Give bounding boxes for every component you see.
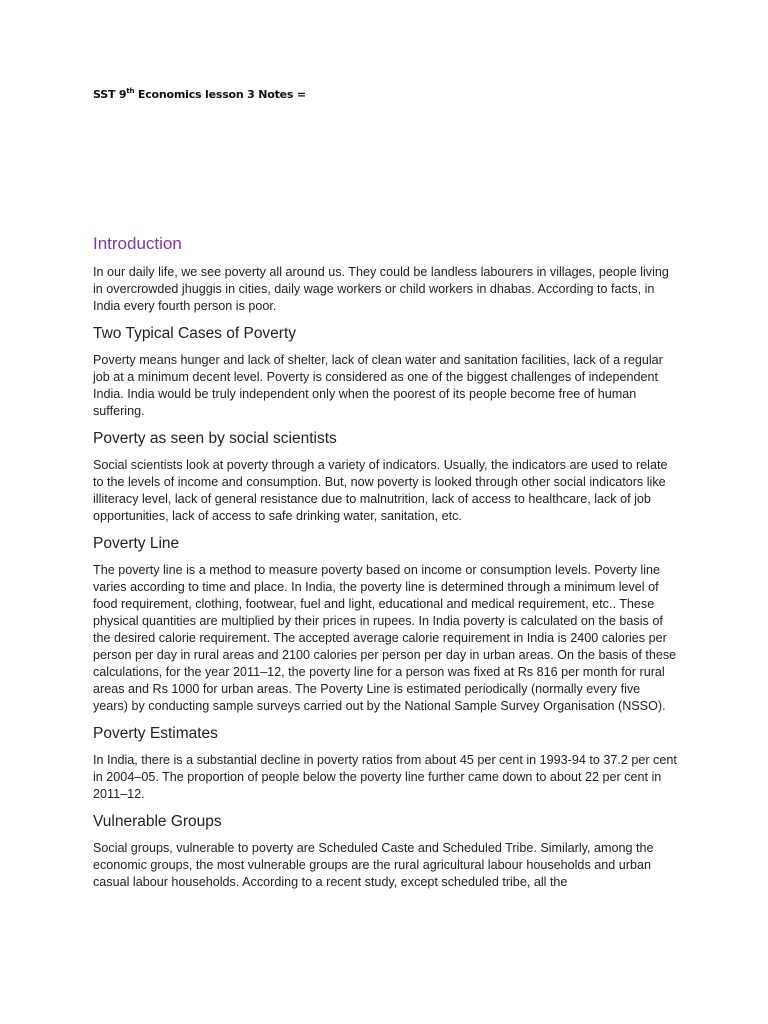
heading-vulnerable-groups: Vulnerable Groups [93,813,222,830]
document-body [93,233,678,900]
paragraph-introduction: In our daily life, we see poverty all around us. They could be landless labourers in villages, people living in overcrowded jhuggis in cities, daily wage workers or child workers in dhabas. According to facts, in India every fourth person is poor. [93,265,669,313]
heading-poverty-estimates: Poverty Estimates [93,725,218,742]
paragraph-poverty-estimates: In India, there is a substantial decline in poverty ratios from about 45 per cent in 1993-94 to 37.2 per cent in 2004–05. The proportion of people below the poverty line further came down to about 22 per cent in 2011–12. [93,753,677,801]
heading-introduction: Introduction [93,234,182,253]
title-prefix: SST 9 [93,88,127,101]
heading-poverty-line: Poverty Line [93,535,180,552]
document-title [93,88,306,101]
heading-social-scientists: Poverty as seen by social scientists [93,430,337,447]
title-superscript: th [126,87,135,95]
paragraph-typical-cases: Poverty means hunger and lack of shelter, lack of clean water and sanitation facilities, lack of a regular job at a minimum decent level. Poverty is considered as one of the biggest challenges of independent India. India would be truly independent only when the poorest of its people become free of human suffering. [93,353,663,418]
paragraph-vulnerable-groups: Social groups, vulnerable to poverty are Scheduled Caste and Scheduled Tribe. Similarly, among the economic groups, the most vulnerable groups are the rural agricultural labour households and urban casual labour households. According to a recent study, except scheduled tribe, all the [93,841,654,889]
title-suffix: Economics lesson 3 Notes = [134,88,306,101]
heading-typical-cases: Two Typical Cases of Poverty [93,325,297,342]
paragraph-poverty-line: The poverty line is a method to measure poverty based on income or consumption levels. Poverty line varies according to time and place. In India, the poverty line is determined through a minimum level of food requirement, clothing, footwear, fuel and light, educational and medical requirement, etc.. These physical quantities are multiplied by their prices in rupees. In India poverty is calculated on the basis of the desired calorie requirement. The accepted average calorie requirement in India is 2400 calories per person per day in rural areas and 2100 calories per person per day in urban areas. On the basis of these calculations, for the year 2011–12, the poverty line for a person was fixed at Rs 816 per month for rural areas and Rs 1000 for urban areas. The Poverty Line is estimated periodically (normally every five years) by conducting sample surveys carried out by the National Sample Survey Organisation (NSSO). [93,563,677,713]
paragraph-social-scientists: Social scientists look at poverty through a variety of indicators. Usually, the indicators are used to relate to the levels of income and consumption. But, now poverty is looked through other social indicators like illiteracy level, lack of general resistance due to malnutrition, lack of access to healthcare, lack of job opportunities, lack of access to safe drinking water, sanitation, etc. [93,458,668,523]
